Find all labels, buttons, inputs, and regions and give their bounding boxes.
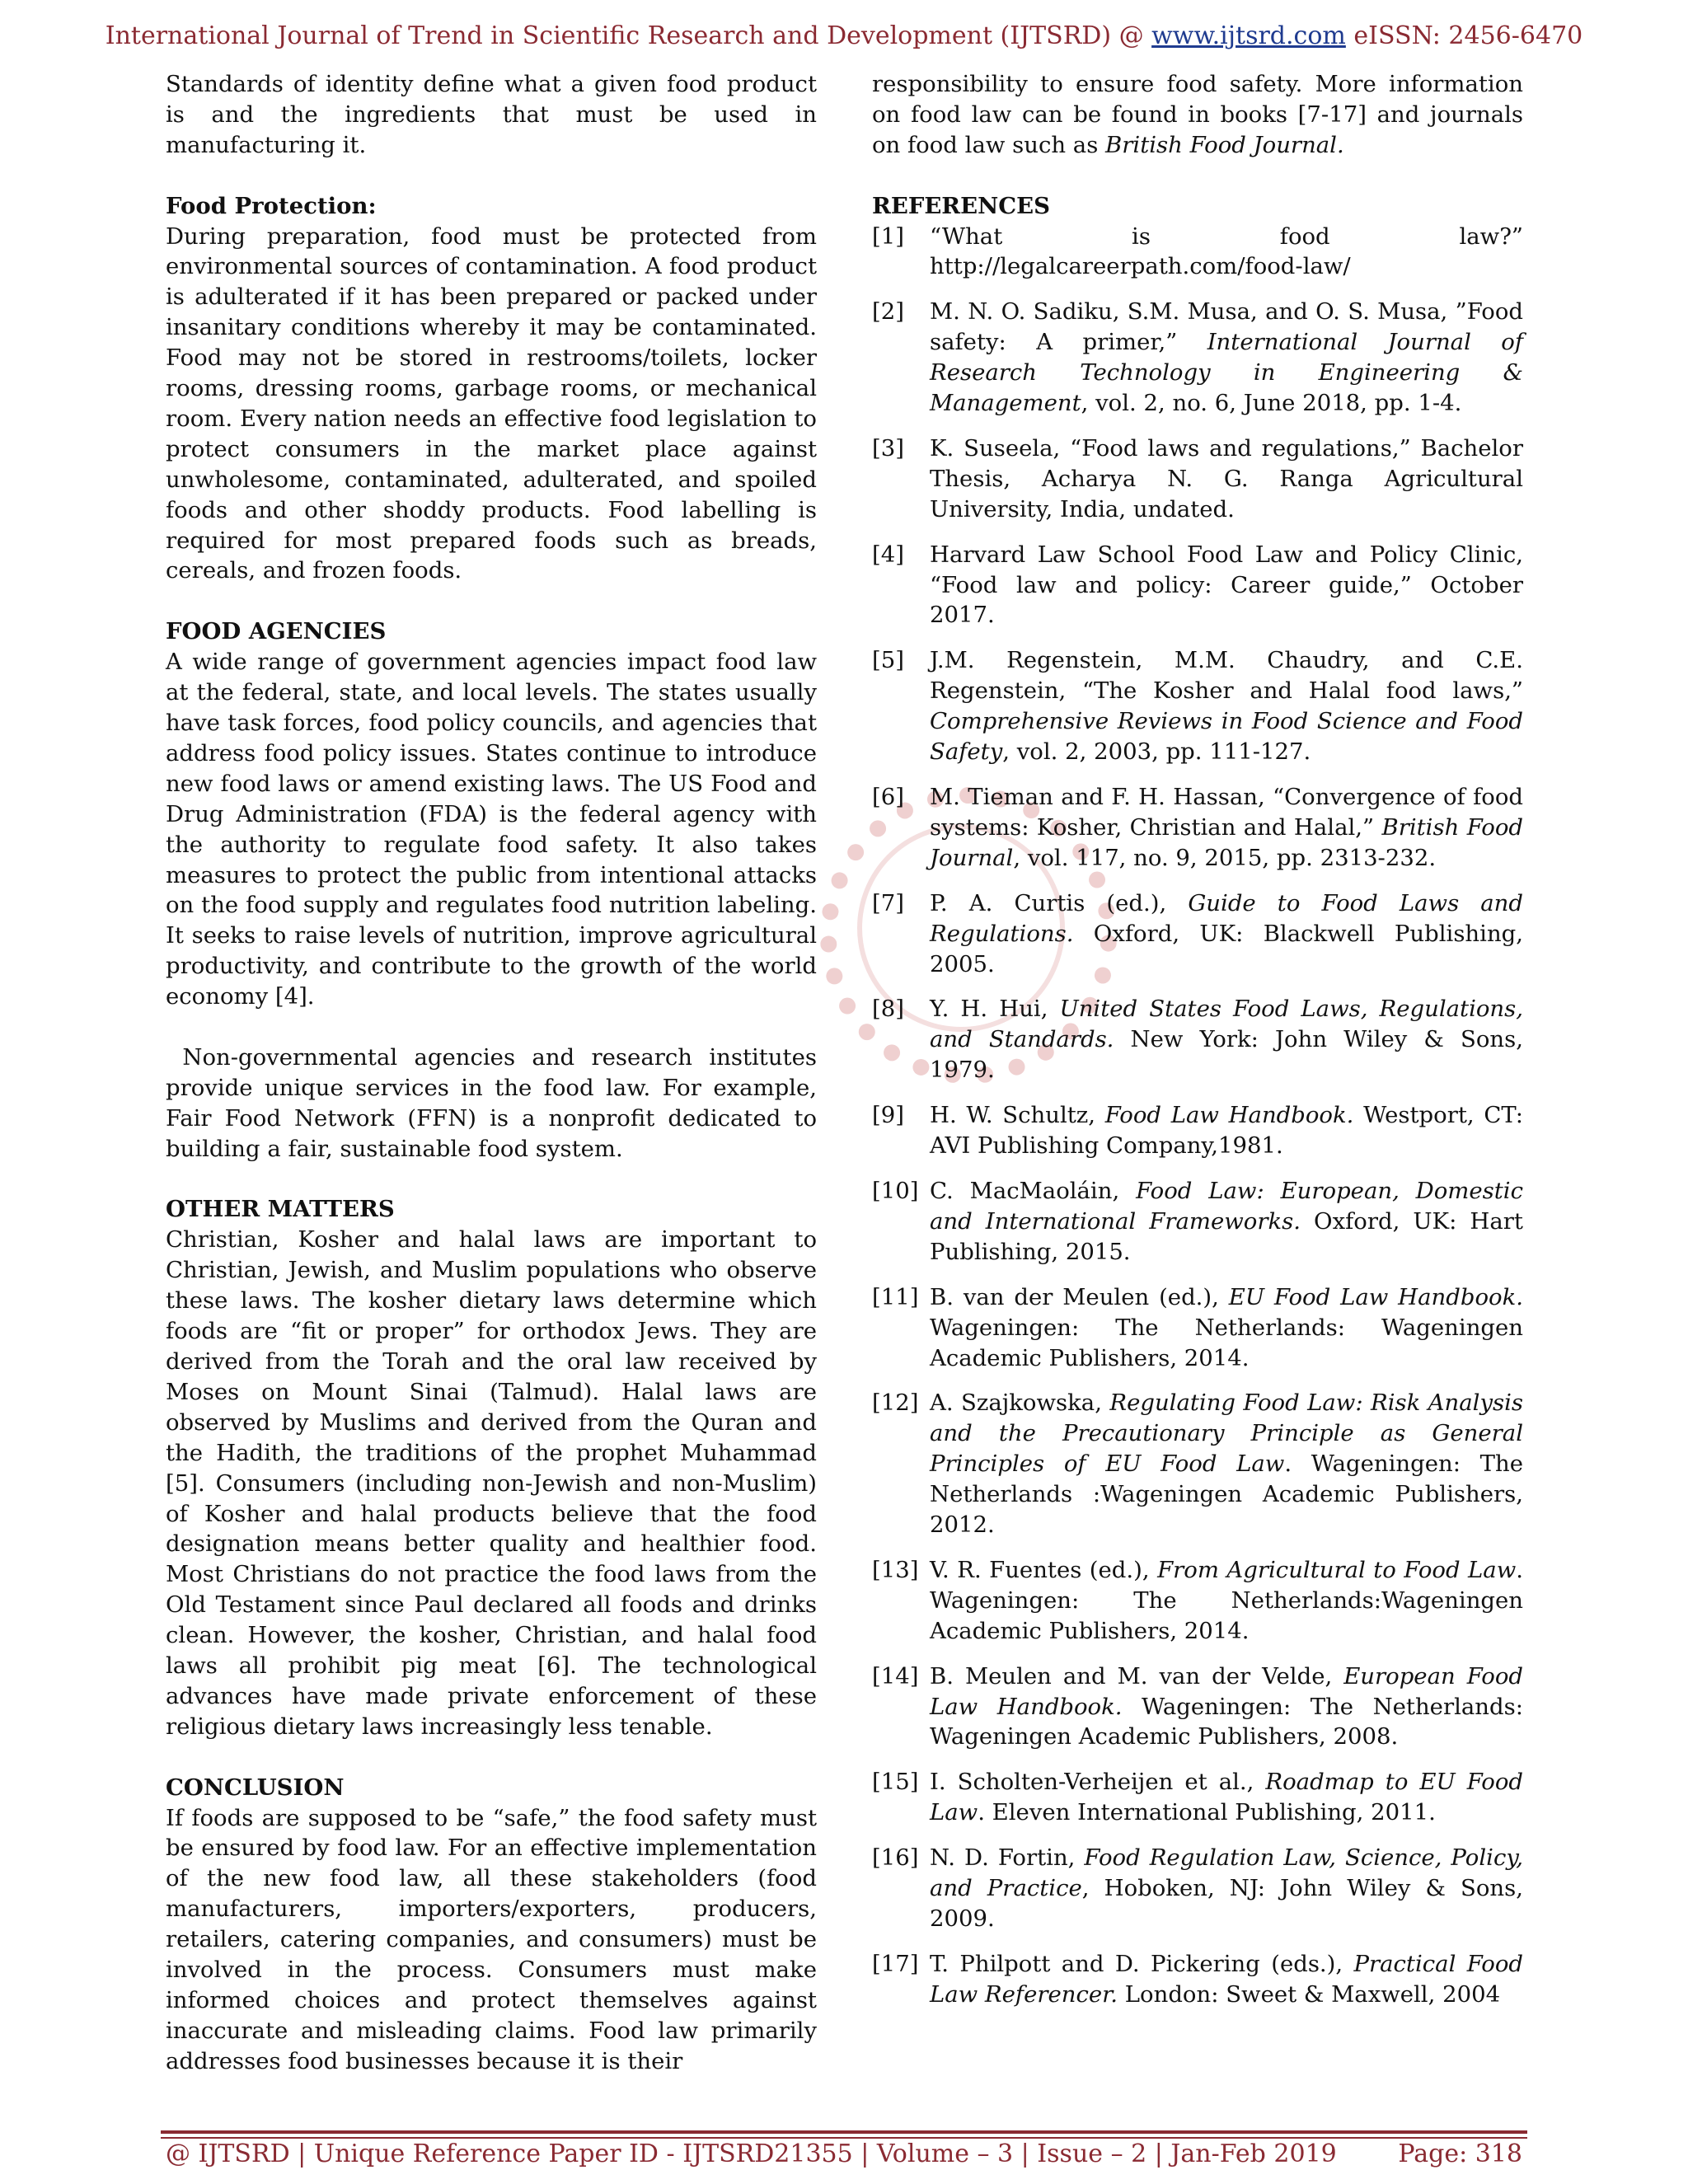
reference-text [930, 434, 1523, 525]
reference-text [930, 297, 1523, 419]
reference-source: EU Food Law Handbook. [1228, 1283, 1523, 1310]
reference-source: United States Food Laws, Regulations, and Standards. [930, 996, 1523, 1053]
reference-number: [15] [872, 1769, 919, 1796]
reference-authors-title: N. D. Fortin, [930, 1844, 1085, 1872]
reference-number: [8] [872, 996, 904, 1023]
reference-source: From Agricultural to Food Law [1157, 1556, 1517, 1583]
reference-number: [16] [872, 1844, 919, 1872]
reference-text [930, 1843, 1523, 1934]
reference-source: International Journal of Research Technology in Engineering & Management [930, 329, 1524, 417]
reference-details: . Eleven International Publishing, 2011. [978, 1799, 1436, 1826]
journal-name: British Food Journal. [1105, 131, 1344, 158]
reference-item [872, 222, 1523, 283]
reference-item [872, 434, 1523, 525]
reference-details: Wageningen: The Netherlands: Wageningen Academic Publishers, 2014. [930, 1314, 1523, 1371]
reference-text [930, 1949, 1523, 2010]
conclusion-paragraph: If foods are supposed to be “safe,” the food safety must be ensured by food law. For an effective implementation of the new food law, all these stakeholders (food manufacturers, importers/exporters, producers, retailers, catering companies, and consumers) must be involved in the process. Consumers must make informed choices and protect themselves against inaccurate and misleading claims. Food law primarily addresses food businesses because it is their [166, 1804, 817, 2074]
food-agencies-heading: FOOD AGENCIES [166, 618, 387, 645]
reference-text [930, 994, 1523, 1085]
reference-text [930, 1661, 1523, 1753]
reference-details: Wageningen: The Netherlands: Wageningen Academic Publishers, 2008. [930, 1693, 1523, 1750]
reference-details: , vol. 2, 2003, pp. 111-127. [1002, 738, 1311, 766]
reference-details: London: Sweet & Maxwell, 2004 [1118, 1980, 1501, 2008]
reference-authors-title: J.M. Regenstein, M.M. Chaudry, and C.E. Regenstein, “The Kosher and Halal food laws,” [930, 647, 1523, 705]
reference-authors-title: A. Szajkowska, [930, 1390, 1110, 1417]
reference-item [872, 994, 1523, 1085]
reference-source: British Food Journal [930, 813, 1523, 871]
food-protection-heading: Food Protection: [166, 192, 377, 219]
header-issn: eISSN: 2456-6470 [1345, 21, 1583, 50]
reference-source: Food Law: European, Domestic and International Frameworks. [930, 1177, 1523, 1235]
reference-text [930, 1388, 1523, 1540]
reference-number: [11] [872, 1283, 919, 1310]
reference-text [930, 1100, 1523, 1161]
reference-authors-title: V. R. Fuentes (ed.), [930, 1556, 1158, 1583]
reference-source: Comprehensive Reviews in Food Science and Food Safety [930, 708, 1523, 766]
reference-text [930, 645, 1523, 767]
reference-source: Roadmap to EU Food Law [930, 1769, 1524, 1826]
ngo-paragraph: Non-governmental agencies and research institutes provide unique services in the food law. For example, Fair Food Network (FFN) is a nonprofit dedicated to building a fair, sustainable food system. [166, 1043, 824, 1162]
conclusion-heading: CONCLUSION [166, 1774, 345, 1801]
reference-authors-title: “What is food law?” http://legalcareerpath.com/food-law/ [930, 223, 1523, 280]
reference-number: [12] [872, 1390, 919, 1417]
reference-item [872, 1100, 1523, 1161]
header-journal-title: International Journal of Trend in Scientific Research and Development (IJTSRD) @ [105, 21, 1152, 50]
reference-source: Practical Food Law Referencer. [930, 1950, 1523, 2008]
reference-item [872, 645, 1523, 767]
running-header [0, 21, 1688, 50]
reference-details: New York: John Wiley & Sons, 1979. [930, 1026, 1523, 1084]
footer-citation: @ IJTSRD | Unique Reference Paper ID - IJTSRD21355 | Volume – 3 | Issue – 2 | Jan-Feb 2019 [166, 2139, 1337, 2168]
reference-item [872, 1661, 1523, 1753]
reference-number: [17] [872, 1950, 919, 1977]
reference-details: Oxford, UK: Hart Publishing, 2015. [930, 1207, 1523, 1265]
reference-item [872, 1949, 1523, 2010]
reference-details: , vol. 2, no. 6, June 2018, pp. 1-4. [1081, 390, 1462, 417]
other-matters-paragraph: Christian, Kosher and halal laws are important to Christian, Jewish, and Muslim populations who observe these laws. The kosher dietary laws determine which foods are “fit or proper” for orthodox Jews. They are derived from the Torah and the oral law received by Moses on Mount Sinai (Talmud). Halal laws are observed by Muslims and derived from the Quran and the Hadith, the traditions of the prophet Muhammad [5]. Consumers (including non-Jewish and non-Muslim) of Kosher and halal products believe that the food designation means better quality and healthier food. Most Christians do not practice the food laws from the Old Testament since Paul declared all foods and drinks clean. However, the kosher, Christian, and halal food laws all prohibit pig meat [6]. The technological advances have made private enforcement of these religious dietary laws increasingly less tenable. [166, 1226, 817, 1740]
reference-text [930, 782, 1523, 874]
reference-number: [3] [872, 434, 904, 462]
reference-text [930, 1555, 1523, 1647]
footer-rule-thin [161, 2137, 1527, 2139]
reference-authors-title: C. MacMaoláin, [930, 1177, 1137, 1204]
other-matters-heading: OTHER MATTERS [166, 1196, 395, 1223]
reference-item [872, 1176, 1523, 1268]
reference-item [872, 1282, 1523, 1374]
reference-source: Guide to Food Laws and Regulations. [930, 889, 1523, 947]
reference-number: [14] [872, 1662, 919, 1690]
reference-item [872, 1843, 1523, 1934]
reference-authors-title: B. Meulen and M. van der Velde, [930, 1662, 1344, 1690]
reference-number: [5] [872, 647, 904, 674]
reference-number: [6] [872, 784, 904, 811]
food-protection-paragraph: During preparation, food must be protected from environmental sources of contamination. A food product is adulterated if it has been prepared or packed under insanitary conditions whereby it may be contaminated. Food may not be stored in restrooms/toilets, locker rooms, dressing rooms, garbage rooms, or mechanical room. Every nation needs an effective food legislation to protect consumers in the market place against unwholesome, contaminated, adulterated, and spoiled foods and other shoddy products. Food labelling is required for most prepared foods such as breads, cereals, and frozen foods. [166, 223, 817, 584]
reference-source: European Food Law Handbook. [930, 1662, 1523, 1720]
reference-authors-title: Y. H. Hui, [930, 996, 1060, 1023]
reference-item [872, 1767, 1523, 1828]
intro-paragraph: Standards of identity define what a given food product is and the ingredients that must be used in manufacturing it. [166, 71, 817, 158]
reference-details: , Hoboken, NJ: John Wiley & Sons, 2009. [930, 1875, 1523, 1933]
reference-source: Regulating Food Law: Risk Analysis and the Precautionary Principle as General Principles of EU Food Law [930, 1390, 1523, 1478]
reference-item [872, 540, 1523, 631]
reference-authors-title: B. van der Meulen (ed.), [930, 1283, 1229, 1310]
reference-text [930, 222, 1523, 283]
reference-details: Oxford, UK: Blackwell Publishing, 2005. [930, 920, 1523, 977]
reference-text [930, 1282, 1523, 1374]
reference-item [872, 782, 1523, 874]
reference-authors-title: M. Tieman and F. H. Hassan, “Convergence of food systems: Kosher, Christian and Halal,” [930, 784, 1523, 841]
reference-number: [13] [872, 1556, 919, 1583]
reference-authors-title: I. Scholten-Verheijen et al., [930, 1769, 1266, 1796]
reference-item [872, 1388, 1523, 1540]
reference-details: , vol. 117, no. 9, 2015, pp. 2313-232. [1013, 844, 1437, 871]
reference-source: Food Law Handbook. [1104, 1102, 1354, 1129]
conclusion-continuation [872, 69, 1523, 161]
reference-text [930, 1767, 1523, 1828]
reference-authors-title: Harvard Law School Food Law and Policy Clinic, “Food law and policy: Career guide,” October 2017. [930, 541, 1523, 629]
reference-number: [4] [872, 541, 904, 568]
reference-source: Food Regulation Law, Science, Policy, and Practice [930, 1844, 1523, 1902]
reference-item [872, 888, 1523, 980]
reference-authors-title: K. Suseela, “Food laws and regulations,” Bachelor Thesis, Acharya N. G. Ranga Agricultural University, India, undated. [930, 434, 1523, 523]
reference-number: [2] [872, 298, 904, 326]
reference-text [930, 540, 1523, 631]
reference-details: Westport, CT: AVI Publishing Company,1981. [930, 1102, 1523, 1160]
reference-authors-title: H. W. Schultz, [930, 1102, 1105, 1129]
running-footer [166, 2139, 1522, 2168]
reference-authors-title: M. N. O. Sadiku, S.M. Musa, and O. S. Musa, ”Food safety: A primer,” [930, 298, 1523, 356]
reference-authors-title: T. Philpott and D. Pickering (eds.), [930, 1950, 1354, 1977]
reference-list [872, 222, 1523, 2010]
reference-details: . Wageningen: The Netherlands:Wageningen Academic Publishers, 2014. [930, 1556, 1523, 1644]
right-column [872, 69, 1523, 2025]
continuation-text: responsibility to ensure food safety. More information on food law can be found in books [7-17] and journals on food law such as [872, 71, 1523, 158]
reference-details: . Wageningen: The Netherlands :Wageningen Academic Publishers, 2012. [930, 1451, 1523, 1539]
food-agencies-paragraph: A wide range of government agencies impact food law at the federal, state, and local levels. The states usually have task forces, food policy councils, and agencies that address food policy issues. States continue to introduce new food laws or amend existing laws. The US Food and Drug Administration (FDA) is the federal agency with the authority to regulate food safety. It also takes measures to protect the public from intentional attacks on the food supply and regulates food nutrition labeling. It seeks to raise levels of nutrition, improve agricultural productivity, and contribute to the growth of the world economy [4]. [166, 649, 817, 1010]
journal-website-link[interactable]: www.ijtsrd.com [1151, 21, 1346, 50]
reference-number: [10] [872, 1177, 919, 1204]
reference-item [872, 297, 1523, 419]
reference-number: [7] [872, 889, 904, 916]
references-heading: REFERENCES [872, 192, 1050, 219]
reference-number: [1] [872, 223, 904, 250]
reference-text [930, 1176, 1523, 1268]
reference-number: [9] [872, 1102, 904, 1129]
left-column [166, 69, 824, 2077]
footer-rule [161, 2130, 1527, 2134]
reference-authors-title: P. A. Curtis (ed.), [930, 889, 1189, 916]
reference-text [930, 888, 1523, 980]
reference-item [872, 1555, 1523, 1647]
page-number: Page: 318 [1398, 2139, 1522, 2168]
